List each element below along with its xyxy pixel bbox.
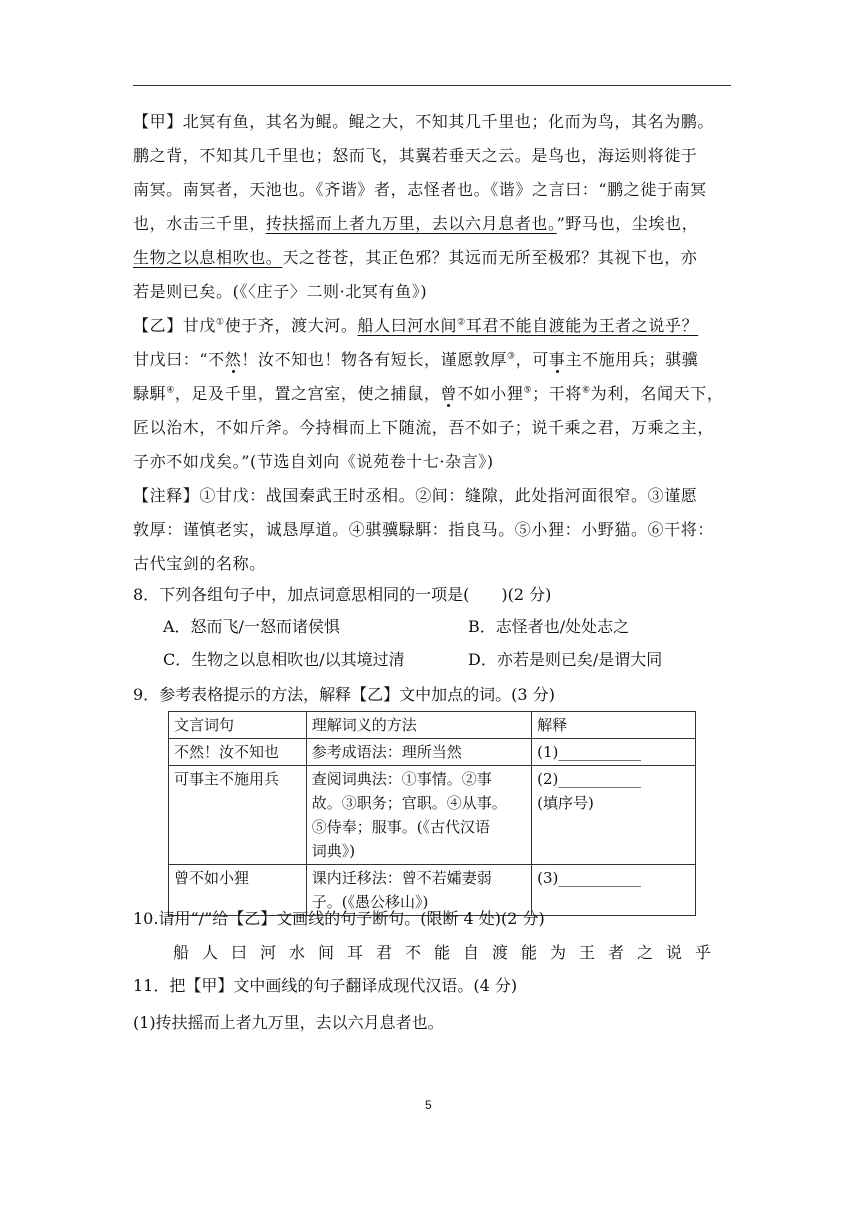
lined-sentence	[358, 316, 699, 335]
passage-b-line	[133, 377, 733, 411]
footnote-marker: ④	[166, 385, 175, 396]
underlined-sentence-1: 抟扶摇而上者九万里，去以六月息者也。	[265, 214, 557, 233]
answer-blank-1: (1)___________	[532, 739, 696, 766]
text-run: ，可	[515, 350, 549, 369]
passage-a-source: 若是则已矣。(《〈庄子〉二则·北冥有鱼》)	[133, 282, 428, 301]
passage-a-line: 南冥。南冥者，天池也。《齐谐》者，志怪者也。《谐》之言曰：“鹏之徙于南冥	[133, 180, 707, 199]
question-8-option-b: B．志怪者也/处处志之	[468, 617, 630, 636]
cell-line: 词典》)	[311, 842, 356, 860]
text-run: 船人曰河水间	[357, 316, 458, 335]
table-row	[169, 766, 696, 865]
text-run: 【乙】甘戊	[133, 316, 217, 335]
text-run: 不如小狸	[457, 384, 524, 403]
text-run: 主不施用兵；骐骥	[565, 350, 699, 369]
answer-blank-2	[532, 766, 696, 865]
text-run: ；干将	[532, 384, 582, 403]
text-run: ！汝不知也！物各有短长，谨愿敦厚	[241, 350, 507, 369]
table-header-cell: 解释	[532, 712, 696, 739]
notes-line: 【注释】①甘戊：战国秦武王时丞相。②间：缝隙，此处指河面很窄。③谨愿	[133, 486, 698, 505]
question-11-stem: 11．把【甲】文中画线的句子翻译成现代汉语。(4 分)	[133, 976, 518, 995]
text-run: 为利，名闻天下，	[590, 384, 724, 403]
passage-a-line	[133, 207, 733, 241]
footnote-marker: ②	[457, 317, 466, 328]
table-cell	[306, 766, 531, 865]
passage-b	[133, 309, 733, 479]
text-run: 騄駬	[133, 384, 167, 403]
notes-line: 古代宝剑的名称。	[133, 554, 266, 573]
footnote-marker: ③	[507, 351, 516, 362]
text-run: 使于齐，渡大河。	[224, 316, 358, 335]
notes-line: 敦厚：谨慎老实，诚恳厚道。④骐骥騄駬：指良马。⑤小狸：小野猫。⑥干将：	[133, 520, 715, 539]
dotted-word: 然	[224, 350, 242, 369]
page-number: 5	[425, 1098, 432, 1112]
passage-a	[133, 105, 733, 309]
cell-line: (2)___________	[537, 770, 641, 788]
passage-a-line: 鹏之背，不知其几千里也；怒而飞，其翼若垂天之云。是鸟也，海运则将徙于	[133, 146, 698, 165]
passage-b-line	[133, 343, 733, 377]
text-run: 甘戊曰：“不	[133, 350, 225, 369]
header-rule	[133, 85, 731, 86]
passage-a-line	[133, 241, 733, 275]
passage-b-line: 匠以治木，不如斤斧。今持楫而上下随流，吾不如子；说千乘之君，万乘之主，	[133, 418, 715, 437]
text-run: 也，水击三千里，	[133, 214, 266, 233]
text-run: ”野马也，尘埃也，	[556, 214, 699, 233]
passage-b-source: 子亦不如戊矣。”(节选自刘向《说苑卷十七·杂言》)	[133, 452, 494, 471]
cell-line: 课内迁移法：曾不若孀妻弱	[311, 869, 492, 887]
text-run: ，足及千里，置之宫室，使之捕鼠，	[174, 384, 441, 403]
passage-b-line	[133, 309, 733, 343]
method-table	[168, 711, 696, 916]
underlined-sentence-2: 生物之以息相吹也。	[133, 248, 283, 267]
cell-line: 子。(《愚公移山》)	[311, 893, 429, 911]
passage-a-line: 【甲】北冥有鱼，其名为鲲。鲲之大，不知其几千里也；化而为鸟，其名为鹏。	[133, 112, 715, 131]
question-9-stem: 9．参考表格提示的方法，解释【乙】文中加点的词。(3 分)	[133, 685, 555, 704]
cell-line: 故。③职务；官职。④从事。	[311, 794, 507, 812]
question-8-option-a	[163, 616, 340, 638]
table-header-cell: 理解词义的方法	[306, 712, 531, 739]
cell-line: ⑤侍奉；服事。(《古代汉语	[311, 818, 491, 836]
footnote-marker: ⑥	[581, 385, 591, 396]
table-header-cell: 文言词句	[169, 712, 307, 739]
question-8-option-d: D．亦若是则已矣/是谓大同	[468, 650, 663, 669]
table-cell: 曾不如小狸	[169, 865, 307, 916]
question-8-stem: 8．下列各组句子中，加点词意思相同的一项是( )(2 分)	[133, 585, 552, 604]
table-header-row	[169, 712, 696, 739]
table-cell: 可事主不施用兵	[169, 766, 307, 865]
footnote-marker: ①	[216, 317, 225, 328]
notes	[133, 479, 733, 581]
question-8-option-c: C．生物之以息相吹也/以其境过清	[163, 650, 405, 669]
text-run: 天之苍苍，其正色邪？其远而无所至极邪？其视下也，亦	[282, 248, 698, 267]
table-cell: 参考成语法：理所当然	[306, 739, 531, 766]
cell-line: (填序号)	[537, 794, 594, 812]
question-10-sentence: 船人曰河水间耳君不能自渡能为王者之说乎	[173, 943, 725, 962]
dotted-word: 曾	[440, 384, 458, 403]
table-row	[169, 739, 696, 766]
text-run: 耳君不能自渡能为王者之说乎？	[465, 316, 699, 335]
question-10-stem: 10.请用“/”给【乙】文画线的句子断句。(限断 4 处)(2 分)	[133, 909, 545, 928]
table-cell: 不然！汝不知也	[169, 739, 307, 766]
option-text: A．怒而飞/一怒而诸侯惧	[163, 617, 340, 636]
answer-blank-3: (3)___________	[532, 865, 696, 916]
cell-line: 查阅词典法：①事情。②事	[311, 770, 492, 788]
question-11-part-1: (1)抟扶摇而上者九万里，去以六月息者也。	[133, 1013, 444, 1032]
dotted-word: 事	[548, 350, 566, 369]
footnote-marker: ⑤	[523, 385, 533, 396]
